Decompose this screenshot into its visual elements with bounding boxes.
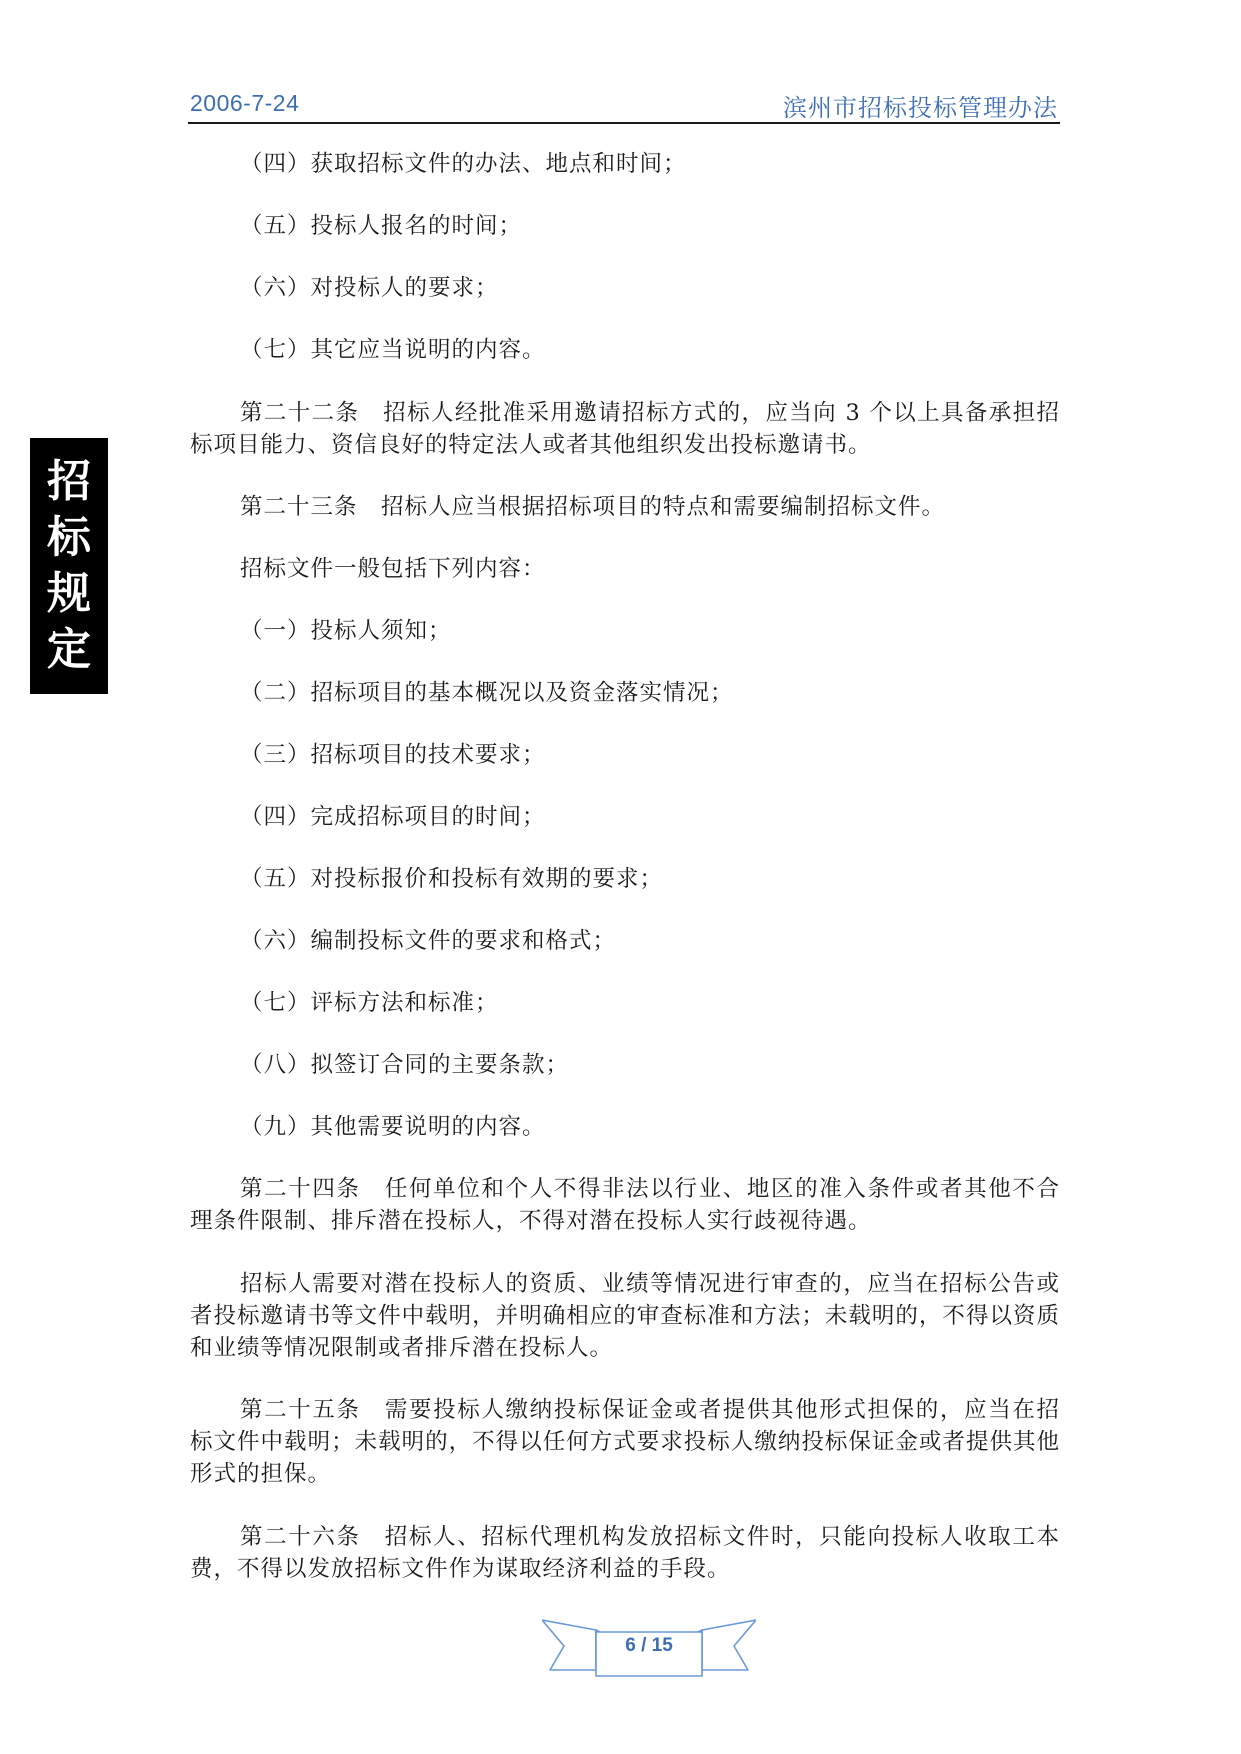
- contents-intro-paragraph: 招标文件一般包括下列内容：: [240, 556, 546, 582]
- page-number-banner: [542, 1612, 756, 1680]
- list-item: （九）其他需要说明的内容。: [240, 1114, 546, 1140]
- article-25-paragraph: 第二十五条 需要投标人缴纳投标保证金或者提供其他形式担保的，应当在招标文件中载明；未载明的，不得以任何方式要求投标人缴纳投标保证金或者提供其他形式的担保。: [190, 1397, 1060, 1487]
- list-item: （八）拟签订合同的主要条款；: [240, 1052, 570, 1078]
- list-item: （四）完成招标项目的时间；: [240, 804, 546, 830]
- header-title: 滨州市招标投标管理办法: [783, 94, 1058, 122]
- list-item: （二）招标项目的基本概况以及资金落实情况；: [240, 680, 734, 706]
- list-item: （七）评标方法和标准；: [240, 990, 499, 1016]
- list-item: （六）对投标人的要求；: [240, 275, 499, 301]
- side-tab-char: 定: [47, 624, 91, 675]
- article-23-paragraph: 第二十三条 招标人应当根据招标项目的特点和需要编制招标文件。: [240, 494, 946, 520]
- list-item: （三）招标项目的技术要求；: [240, 742, 546, 768]
- list-item: （五）对投标报价和投标有效期的要求；: [240, 866, 664, 892]
- page-header: [188, 86, 1060, 124]
- side-tab-char: 标: [47, 512, 91, 563]
- side-tab-char: 规: [47, 568, 91, 619]
- article-26-paragraph: 第二十六条 招标人、招标代理机构发放招标文件时，只能向投标人收取工本费，不得以发放招标文件作为谋取经济利益的手段。: [190, 1524, 1060, 1582]
- list-item: （七）其它应当说明的内容。: [240, 337, 546, 363]
- article-22-paragraph: 第二十二条 招标人经批准采用邀请招标方式的，应当向 3 个以上具备承担招标项目能力、资信良好的特定法人或者其他组织发出投标邀请书。: [190, 400, 1060, 458]
- list-item: （一）投标人须知；: [240, 618, 452, 644]
- header-date: 2006-7-24: [190, 90, 300, 116]
- qualification-review-paragraph: 招标人需要对潜在投标人的资质、业绩等情况进行审查的，应当在招标公告或者投标邀请书等文件中载明，并明确相应的审查标准和方法；未载明的，不得以资质和业绩等情况限制或者排斥潜在投标人。: [190, 1271, 1060, 1361]
- list-item: （六）编制投标文件的要求和格式；: [240, 928, 617, 954]
- list-item: （五）投标人报名的时间；: [240, 213, 523, 239]
- page-number: 6 / 15: [625, 1635, 673, 1656]
- side-section-tab: [30, 438, 108, 694]
- side-tab-char: 招: [47, 456, 91, 507]
- list-item: （四）获取招标文件的办法、地点和时间；: [240, 151, 687, 177]
- article-24-paragraph: 第二十四条 任何单位和个人不得非法以行业、地区的准入条件或者其他不合理条件限制、排斥潜在投标人，不得对潜在投标人实行歧视待遇。: [190, 1176, 1060, 1234]
